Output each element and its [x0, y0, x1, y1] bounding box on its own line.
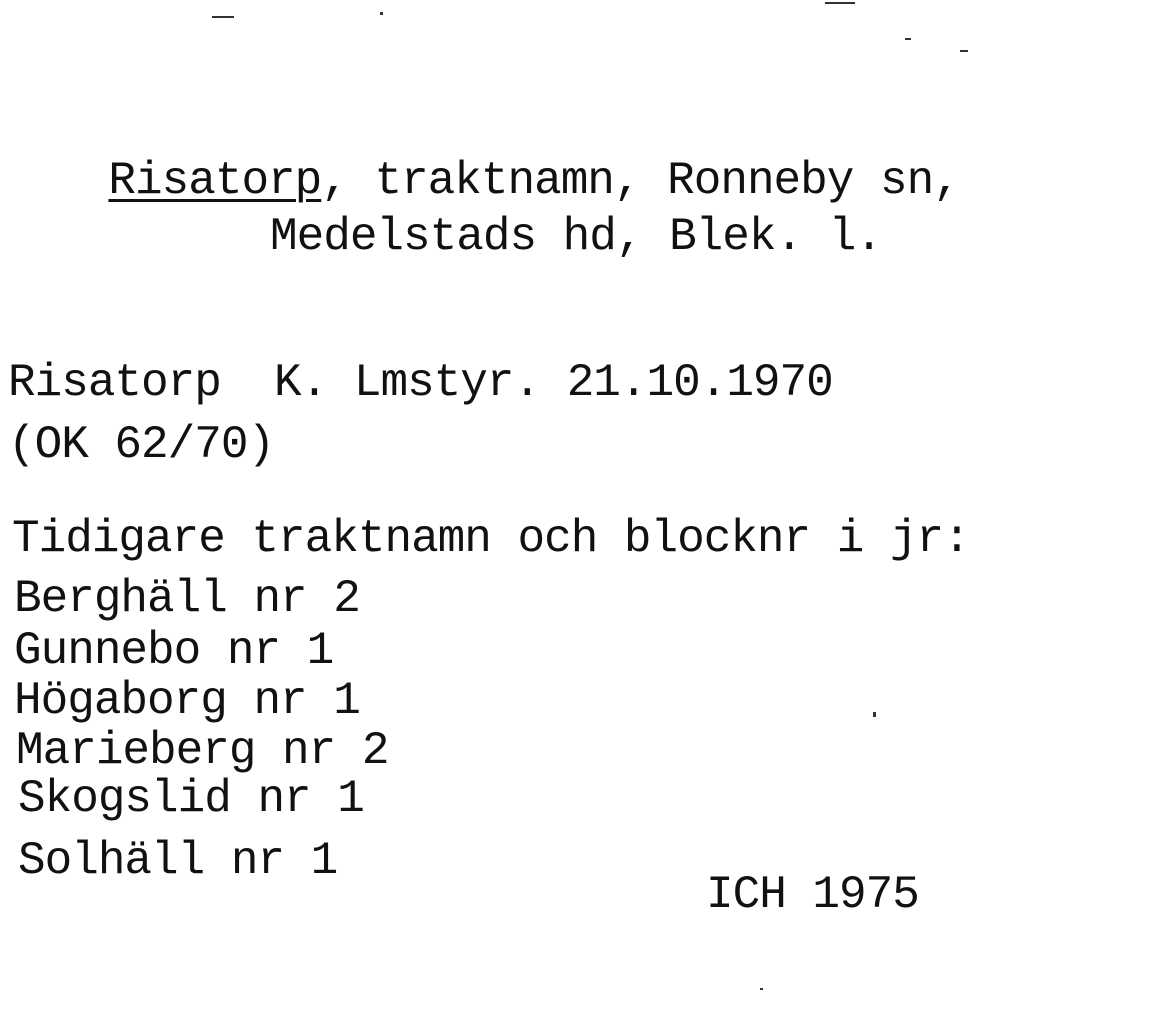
list-item: Berghäll nr 2	[14, 573, 360, 625]
decision-line: Risatorp K. Lmstyr. 21.10.1970	[8, 357, 833, 409]
heading-rest: , traktnamn, Ronneby sn,	[321, 155, 960, 207]
scan-speck	[760, 988, 763, 990]
list-item: Gunnebo nr 1	[14, 625, 334, 677]
scan-speck	[212, 16, 234, 18]
scan-speck	[960, 50, 968, 52]
previous-names-title: Tidigare traktnamn och blocknr i jr:	[12, 513, 970, 565]
signature: ICH 1975	[706, 869, 919, 921]
heading-line-2: Medelstads hd, Blek. l.	[270, 211, 882, 263]
list-item: Solhäll nr 1	[18, 835, 338, 887]
list-item: Skogslid nr 1	[18, 773, 364, 825]
scan-speck	[905, 38, 911, 40]
headword: Risatorp	[108, 155, 322, 207]
decision-reference: (OK 62/70)	[8, 419, 275, 471]
scan-speck	[825, 2, 855, 4]
scan-speck	[380, 12, 383, 15]
list-item: Högaborg nr 1	[14, 675, 360, 727]
scan-speck	[873, 712, 876, 717]
list-item: Marieberg nr 2	[16, 725, 389, 777]
